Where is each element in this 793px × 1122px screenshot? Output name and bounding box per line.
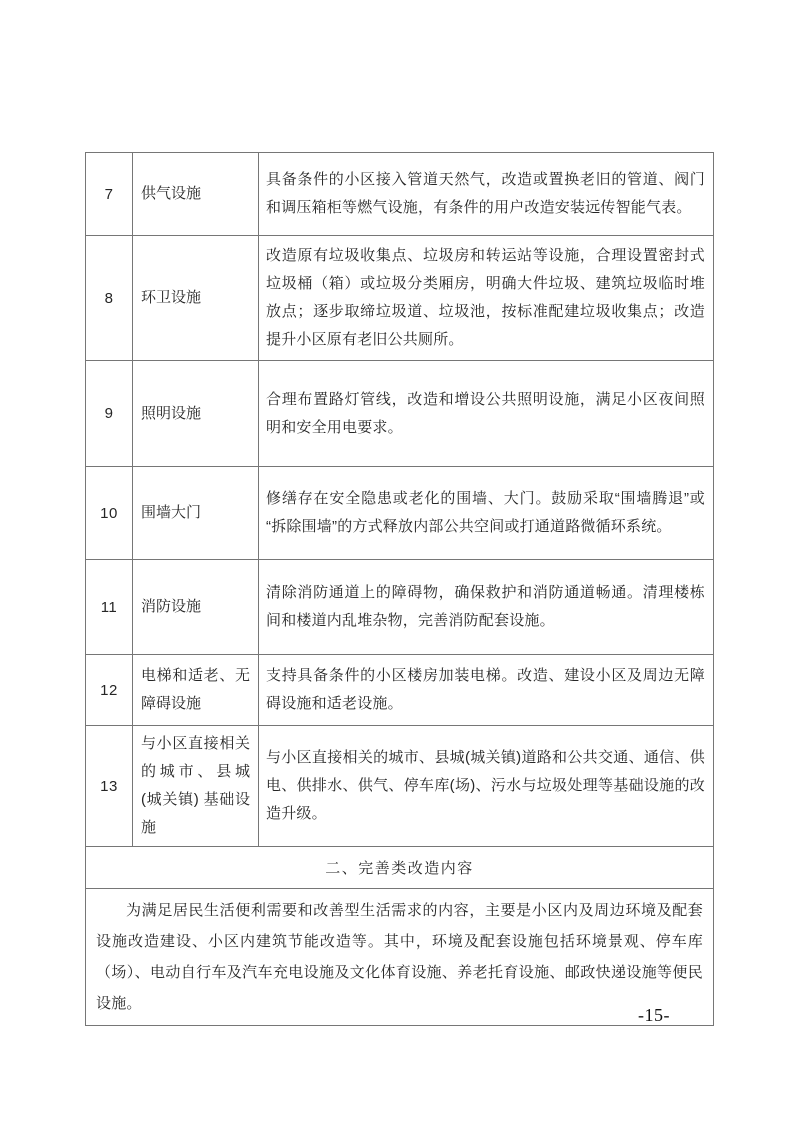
description-cell: 支持具备条件的小区楼房加装电梯。改造、建设小区及周边无障碍设施和适老设施。 [259,655,714,726]
category-cell: 供气设施 [133,153,259,236]
description-cell: 具备条件的小区接入管道天然气，改造或置换老旧的管道、阀门和调压箱柜等燃气设施，有条件的用户改造安装远传智能气表。 [259,153,714,236]
table-row [86,560,714,655]
category-cell: 与小区直接相关的城市、县城(城关镇) 基础设施 [133,726,259,847]
table-row [86,361,714,467]
row-number-cell: 9 [86,361,133,467]
table-row [86,726,714,847]
description-cell: 修缮存在安全隐患或老化的围墙、大门。鼓励采取“围墙腾退”或“拆除围墙”的方式释放内部公共空间或打通道路微循环系统。 [259,467,714,560]
row-number-cell: 10 [86,467,133,560]
table-row [86,467,714,560]
description-cell: 改造原有垃圾收集点、垃圾房和转运站等设施，合理设置密封式垃圾桶（箱）或垃圾分类厢房，明确大件垃圾、建筑垃圾临时堆放点；逐步取缔垃圾道、垃圾池，按标准配建垃圾收集点；改造提升小区原有老旧公共厕所。 [259,236,714,361]
category-cell: 消防设施 [133,560,259,655]
section-paragraph: 为满足居民生活便利需要和改善型生活需求的内容，主要是小区内及周边环境及配套设施改造建设、小区内建筑节能改造等。其中，环境及配套设施包括环境景观、停车库（场）、电动自行车及汽车充电设施及文化体育设施、养老托育设施、邮政快递设施等便民设施。 [96,902,703,1012]
description-cell: 清除消防通道上的障碍物，确保救护和消防通道畅通。清理楼栋间和楼道内乱堆杂物，完善消防配套设施。 [259,560,714,655]
row-number-cell: 12 [86,655,133,726]
row-number-cell: 13 [86,726,133,847]
category-cell: 照明设施 [133,361,259,467]
row-number-cell: 11 [86,560,133,655]
row-number-cell: 8 [86,236,133,361]
table-row [86,655,714,726]
section-paragraph-row [86,889,714,1026]
section-header: 二、完善类改造内容 [86,847,714,889]
description-cell: 与小区直接相关的城市、县城(城关镇)道路和公共交通、通信、供电、供排水、供气、停车库(场)、污水与垃圾处理等基础设施的改造升级。 [259,726,714,847]
page-number: -15- [638,1005,670,1025]
row-number-cell: 7 [86,153,133,236]
category-cell: 环卫设施 [133,236,259,361]
table-row [86,153,714,236]
renovation-content-table [85,152,714,1026]
section-header-row [86,847,714,889]
table-row [86,236,714,361]
section-paragraph-cell [86,889,714,1026]
description-cell: 合理布置路灯管线，改造和增设公共照明设施，满足小区夜间照明和安全用电要求。 [259,361,714,467]
category-cell: 电梯和适老、无障碍设施 [133,655,259,726]
category-cell: 围墙大门 [133,467,259,560]
